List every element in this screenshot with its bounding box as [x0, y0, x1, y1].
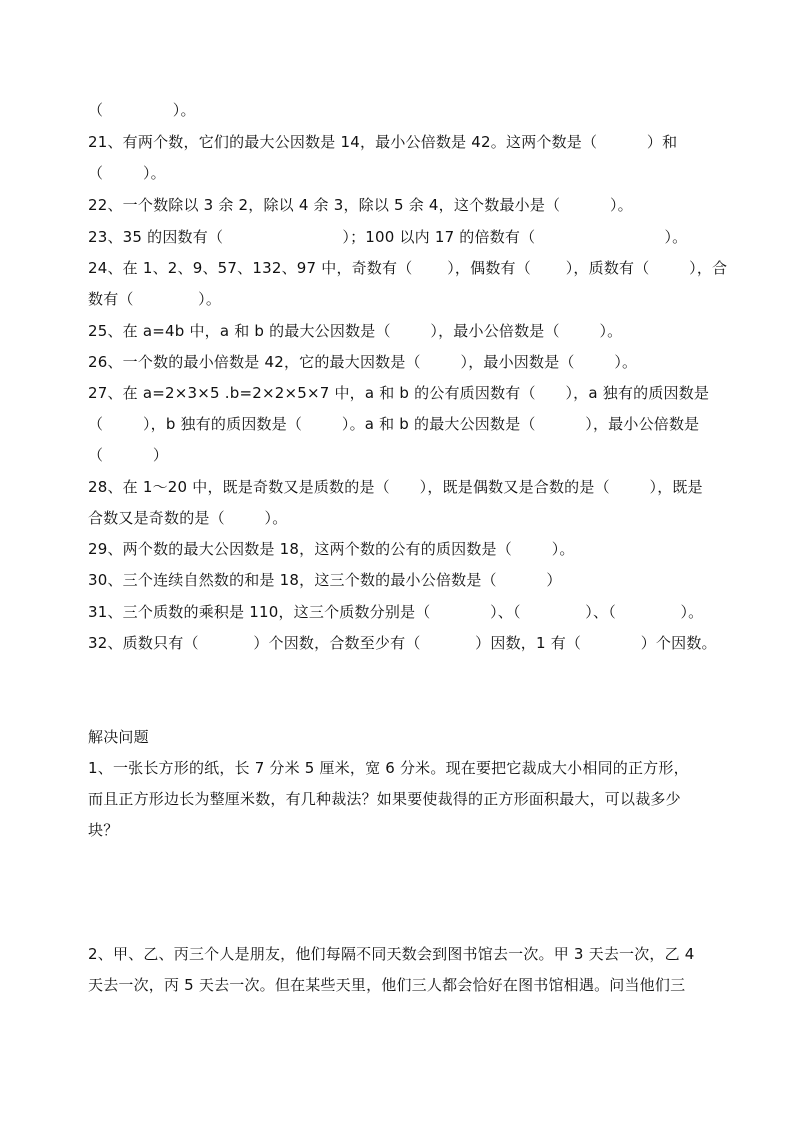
question-line: 31、三个质数的乘积是 110，这三个质数分别是（ ）、（ ）、（ ）。	[88, 603, 704, 621]
problem-line: 1、一张长方形的纸，长 7 分米 5 厘米，宽 6 分米。现在要把它裁成大小相同的正方形，	[88, 759, 689, 777]
question-line: 28、在 1～20 中，既是奇数又是质数的是（ ），既是偶数又是合数的是（ ），既是	[88, 478, 703, 496]
question-line: 30、三个连续自然数的和是 18，这三个数的最小公倍数是（ ）	[88, 571, 562, 589]
question-line: （ ）。	[88, 164, 166, 182]
question-line: 23、35 的因数有（ ）；100 以内 17 的倍数有（ ）。	[88, 228, 688, 246]
problem-line: 2、甲、乙、丙三个人是朋友，他们每隔不同天数会到图书馆去一次。甲 3 天去一次，乙 4	[88, 945, 695, 963]
question-line: 29、两个数的最大公因数是 18，这两个数的公有的质因数是（ ）。	[88, 540, 575, 558]
question-line: 数有（ ）。	[88, 290, 222, 308]
question-line: 24、在 1、2、9、57、132、97 中，奇数有（ ），偶数有（ ），质数有（ ），合	[88, 259, 728, 277]
question-line: 26、一个数的最小倍数是 42，它的最大因数是（ ），最小因数是（ ）。	[88, 353, 638, 371]
question-line: 21、有两个数，它们的最大公因数是 14，最小公倍数是 42。这两个数是（ ）和	[88, 133, 678, 151]
question-line: 合数又是奇数的是（ ）。	[88, 509, 288, 527]
question-line: （ ）	[88, 446, 169, 464]
problem-line: 块？	[88, 821, 119, 839]
question-line: 22、一个数除以 3 余 2，除以 4 余 3，除以 5 余 4，这个数最小是（ ）。	[88, 196, 633, 214]
question-line: 27、在 a=2×3×5 .b=2×2×5×7 中，a 和 b 的公有质因数有（ ），a 独有的质因数是	[88, 384, 710, 402]
problem-line: 而且正方形边长为整厘米数，有几种裁法？如果要使裁得的正方形面积最大，可以裁多少	[88, 790, 681, 808]
question-line: （ ），b 独有的质因数是（ ）。a 和 b 的最大公因数是（ ），最小公倍数是	[88, 415, 700, 433]
section-title: 解决问题	[88, 728, 149, 746]
problem-line: 天去一次，丙 5 天去一次。但在某些天里，他们三人都会恰好在图书馆相遇。问当他们三	[88, 976, 686, 994]
question-line: （ ）。	[88, 101, 196, 119]
question-line: 32、质数只有（ ）个因数，合数至少有（ ）因数，1 有（ ）个因数。	[88, 634, 717, 652]
question-line: 25、在 a=4b 中，a 和 b 的最大公因数是（ ），最小公倍数是（ ）。	[88, 322, 623, 340]
